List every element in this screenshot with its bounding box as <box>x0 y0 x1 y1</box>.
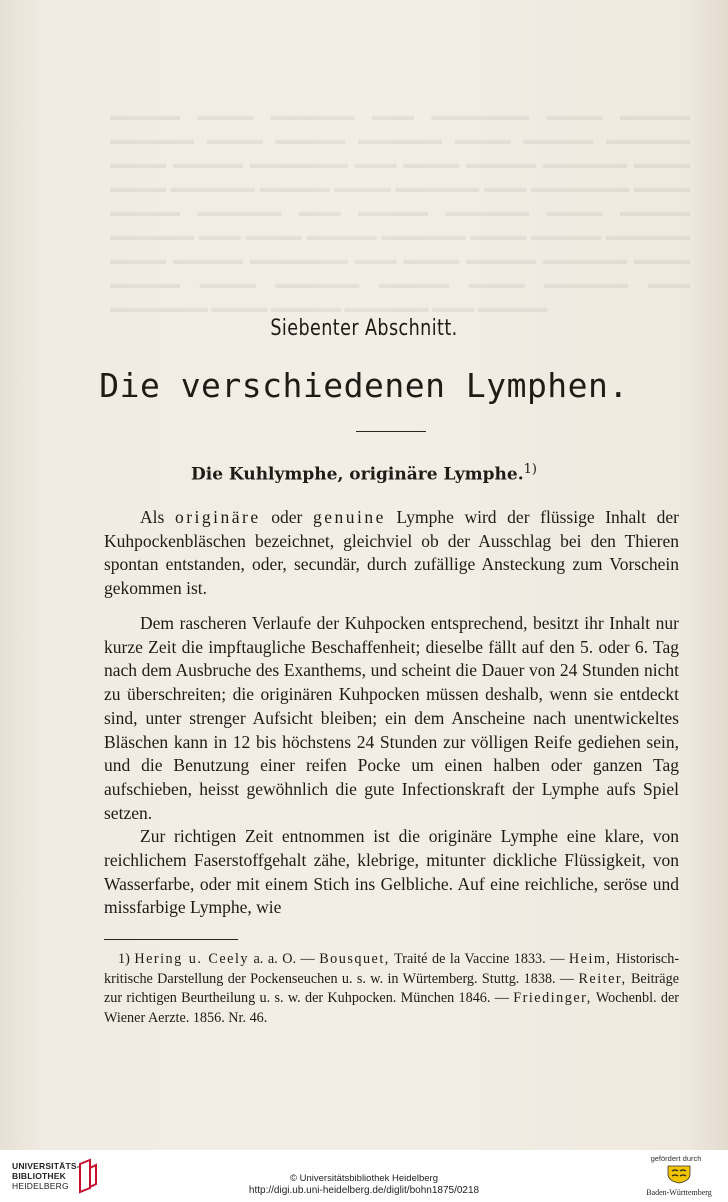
footnote-text-5: Wochenbl. der Wiener Aerzte. 1856. Nr. 46. <box>104 990 680 1026</box>
main-title: Die verschiedenen Lymphen. <box>99 366 629 405</box>
permalink-url[interactable]: http://digi.ub.uni-heidelberg.de/diglit/bohn1875/0218 <box>248 1185 480 1196</box>
paragraph-1 <box>104 506 679 601</box>
logo-line-3: HEIDELBERG <box>12 1181 69 1191</box>
chapter-subtitle <box>0 462 728 485</box>
paragraph-2-text: Dem rascheren Verlaufe der Kuhpocken entsprechend, besitzt ihr Inhalt nur kurze Zeit die impftaugliche Beschaffenheit; dieselbe fällt auf den 5. oder 6. Tag nach dem Ausbruche des Exanthems, und scheint die Dauer von 24 Stunden nicht zu überschreiten; die originären Kuhpocken müssen deshalb, wenn sie entdeckt sind, unter strenger Aufsicht bleiben; ein dem Anscheine nach unentwickeltes Bläschen kann in 12 bis höchstens 24 Stunden zur völligen Reife gediehen sein, und die Benutzung einer reifen Pocke um einen halben oder ganzen Tag aufschieben, heisst gewöhnlich die gute Infectionskraft der Lymphe aufs Spiel setzen. <box>104 613 679 823</box>
footnote-marker: 1) <box>118 951 130 967</box>
subtitle-footnote-ref: 1) <box>523 462 537 477</box>
footnote-author-5: Friedinger, <box>513 990 592 1007</box>
viewer-footer <box>0 1150 728 1202</box>
paragraph-3-text: Zur richtigen Zeit entnommen ist die originäre Lymphe eine klare, von reichlichem Faserstoffgehalt zähe, klebrige, mitunter dickliche Flüssigkeit, von Wasserfarbe, oder mit einem Stich ins Gelbliche. Auf eine reichliche, seröse und missfarbige Lymphe, wie <box>104 826 679 918</box>
paragraph-2-3 <box>104 612 679 920</box>
logo-line-2: BIBLIOTHEK <box>12 1171 66 1181</box>
p1-spaced-genuine: genuine <box>312 507 386 527</box>
p1-rest: Lymphe wird der flüssige Inhalt der Kuhpockenbläschen bezeichnet, gleichviel ob der Ausschlag bei den Thieren spontan entstanden, oder, secundär, durch zufällige Ansteckung zum Vorschein gekommen ist. <box>104 507 679 599</box>
footnote <box>104 950 679 1028</box>
copyright-text: © Universitätsbibliothek Heidelberg <box>290 1173 438 1184</box>
paragraph-1-text <box>104 506 679 601</box>
footnote-text-2: Traité de la Vaccine 1833. — <box>394 951 565 967</box>
bleed-through-texture: ▬▬▬▬▬ ▬▬▬▬ ▬▬▬▬▬▬ ▬▬▬ ▬▬▬▬▬▬▬ ▬▬▬▬ ▬▬▬▬▬ ▬▬▬▬▬▬ ▬▬▬▬ ▬▬▬▬▬ ▬▬▬▬▬▬ ▬▬▬▬ ▬▬▬▬▬ ▬▬▬▬▬▬ ▬▬▬▬ ▬▬▬▬▬ ▬▬▬▬▬▬▬ ▬▬▬ ▬▬▬▬ ▬▬▬▬▬ ▬▬▬▬▬▬ ▬▬▬▬ ▬▬▬▬ ▬▬▬▬▬▬ ▬▬▬▬▬ ▬▬▬▬ ▬▬▬▬▬▬ ▬▬▬ ▬▬▬▬▬▬▬ ▬▬▬▬ ▬▬▬▬▬ ▬▬▬▬▬▬ ▬▬▬ ▬▬▬▬▬ ▬▬▬▬▬▬ ▬▬▬▬ ▬▬▬▬▬ ▬▬▬▬▬▬ ▬▬▬ ▬▬▬▬ ▬▬▬▬▬ ▬▬▬▬▬▬ ▬▬▬▬ ▬▬▬▬▬ ▬▬▬▬▬▬ ▬▬▬▬ ▬▬▬▬▬ ▬▬▬▬▬▬▬ ▬▬▬ ▬▬▬▬ ▬▬▬▬▬ ▬▬▬▬▬▬ ▬▬▬▬ ▬▬▬▬▬ ▬▬▬▬ ▬▬▬▬▬▬ ▬▬▬▬▬ ▬▬▬▬ ▬▬▬▬▬▬ ▬▬▬ ▬▬▬▬▬▬▬ ▬▬▬▬ ▬▬▬▬▬ ▬▬▬▬▬▬ ▬▬▬ ▬▬▬▬▬ <box>110 109 690 316</box>
subtitle-text: Die Kuhlymphe, originäre Lymphe. <box>191 464 524 485</box>
title-divider <box>356 431 426 432</box>
logo-line-1: UNIVERSITÄTS- <box>12 1161 80 1171</box>
footnote-author-3: Heim, <box>568 951 612 967</box>
footnote-text <box>104 950 679 1028</box>
footnote-text-1: a. a. O. — <box>253 951 315 967</box>
funded-by-label: gefördert durch <box>650 1154 702 1163</box>
footnote-author-4: Reiter, <box>578 970 627 987</box>
p1-mid: oder <box>271 507 303 527</box>
footnote-text-3: Historisch-kritische Darstellung der Pockenseuchen u. s. w. in Würtemberg. Stuttg. 1838. — <box>104 951 680 987</box>
footnote-text-4: Beiträge zur richtigen Beurtheilung u. s. w. der Kuhpocken. München 1846. — <box>104 970 679 1007</box>
p1-spaced-originaere: originäre <box>174 507 261 527</box>
footnote-author-1: Hering u. Ceely <box>134 951 249 967</box>
funder-name: Baden-Württemberg <box>646 1188 712 1197</box>
section-title: Siebenter Abschnitt. <box>270 316 458 341</box>
footnote-divider <box>104 939 238 940</box>
footnote-author-2: Bousquet, <box>319 951 390 967</box>
p1-intro: Als <box>140 507 165 527</box>
baden-wuerttemberg-crest-icon[interactable] <box>665 1164 693 1184</box>
